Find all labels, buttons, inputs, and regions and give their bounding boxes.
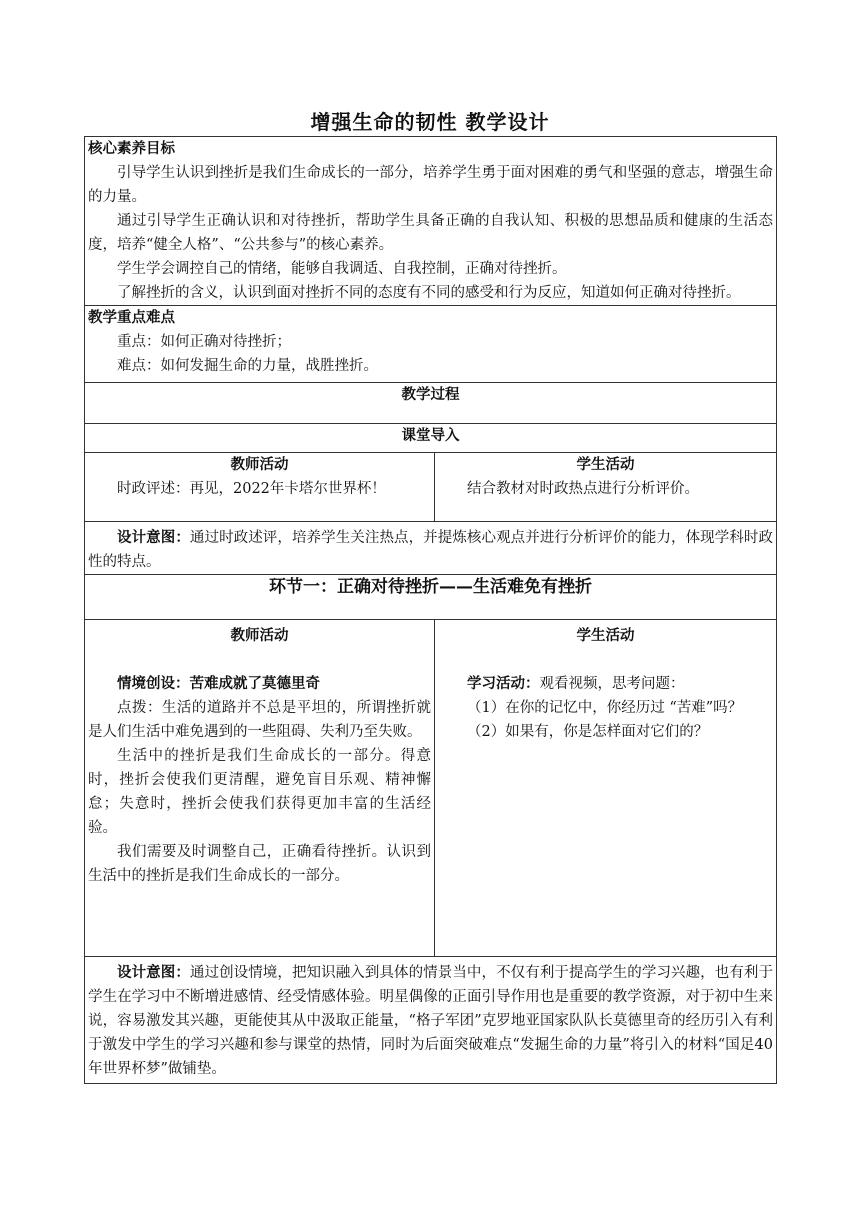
intro-teacher-text: 时政评述：再见，2022年卡塔尔世界杯！ <box>117 481 386 497</box>
objective-paragraph: 通过引导学生正确认识和对待挫折，帮助学生具备正确的自我认知、积极的思想品质和健康的生活态度，培养“健全人格”、“公共参与”的核心素养。 <box>88 213 773 253</box>
section1-intent-cell <box>85 957 777 1084</box>
section1-teacher-cell <box>85 620 435 957</box>
student-activity-heading: 学生活动 <box>576 457 635 473</box>
page-title: 增强生命的韧性 教学设计 <box>310 110 550 134</box>
teacher-activity-heading: 教师活动 <box>230 628 289 644</box>
key-points-cell <box>85 306 777 383</box>
section1-intent-row <box>85 957 777 1084</box>
objective-paragraph: 学生学会调控自己的情绪，能够自我调适、自我控制，正确对待挫折。 <box>117 261 567 277</box>
process-heading-row <box>85 383 777 424</box>
intro-design-intent <box>88 526 773 574</box>
design-intent-label: 设计意图： <box>117 965 190 981</box>
lesson-plan-table <box>84 136 777 1084</box>
intro-heading: 课堂导入 <box>85 424 777 453</box>
intro-student-cell <box>435 453 777 522</box>
objectives-cell <box>85 137 777 306</box>
design-intent-text: 通过创设情境，把知识融入到具体的情景当中，不仅有利于提高学生的学习兴趣，也有利于学生在学习中不断增进感情、经受情感体验。明星偶像的正面引导作用也是重要的教学资源，对于初中生来说，容易激发其兴趣，更能使其从中汲取正能量，“格子军团”克罗地亚国家队队长莫德里奇的经历引入有利于激发中学生的学习兴趣和参与课堂的热情，同时为后面突破难点“发掘生命的力量”将引入的材料“国足40年世界杯梦”做铺垫。 <box>88 965 774 1077</box>
intro-intent-cell <box>85 522 777 575</box>
intro-heading-row <box>85 424 777 453</box>
difficult-point: 难点：如何发掘生命的力量，战胜挫折。 <box>117 358 378 374</box>
design-intent-label: 设计意图： <box>117 530 190 546</box>
learning-activity-label: 学习活动： <box>467 676 540 692</box>
intro-teacher-cell <box>85 453 435 522</box>
important-point: 重点：如何正确对待挫折； <box>117 334 291 350</box>
process-heading: 教学过程 <box>85 383 777 424</box>
teacher-paragraph: 点拨：生活的道路并不总是平坦的，所谓挫折就是人们生活中难免遇到的一些阻碍、失利乃至失败。 <box>88 700 431 740</box>
objectives-row <box>85 137 777 306</box>
key-points-row <box>85 306 777 383</box>
intro-intent-row <box>85 522 777 575</box>
section1-heading-row <box>85 575 777 620</box>
student-activity-heading: 学生活动 <box>576 628 635 644</box>
intro-activities-row <box>85 453 777 522</box>
design-intent-text: 通过时政述评，培养学生关注热点，并提炼核心观点并进行分析评价的能力，体现学科时政性的特点。 <box>88 530 774 570</box>
learning-activity-text: 观看视频，思考问题： <box>539 676 685 692</box>
section1-activities-row <box>85 620 777 957</box>
learning-activity <box>438 672 773 696</box>
section1-design-intent <box>88 961 773 1081</box>
teacher-paragraph: 我们需要及时调整自己，正确看待挫折。认识到生活中的挫折是我们生命成长的一部分。 <box>88 844 431 884</box>
scenario-title: 情境创设：苦难成就了莫德里奇 <box>117 676 320 692</box>
teacher-activity-heading: 教师活动 <box>230 457 289 473</box>
section1-heading: 环节一：正确对待挫折——生活难免有挫折 <box>85 575 777 620</box>
question-item: （2）如果有，你是怎样面对它们的？ <box>467 724 709 740</box>
objectives-heading: 核心素养目标 <box>88 141 175 157</box>
key-points-heading: 教学重点难点 <box>88 310 175 326</box>
objective-paragraph: 引导学生认识到挫折是我们生命成长的一部分，培养学生勇于面对困难的勇气和坚强的意志，增强生命的力量。 <box>88 165 773 205</box>
teacher-paragraph: 生活中的挫折是我们生命成长的一部分。得意时，挫折会使我们更清醒，避免盲目乐观、精神懈怠；失意时，挫折会使我们获得更加丰富的生活经验。 <box>88 748 431 836</box>
intro-student-text: 结合教材对时政热点进行分析评价。 <box>467 481 699 497</box>
section1-student-cell <box>435 620 777 957</box>
question-item: （1）在你的记忆中，你经历过 “苦难”吗？ <box>467 700 743 716</box>
objective-paragraph: 了解挫折的含义，认识到面对挫折不同的态度有不同的感受和行为反应，知道如何正确对待挫折。 <box>117 285 741 301</box>
